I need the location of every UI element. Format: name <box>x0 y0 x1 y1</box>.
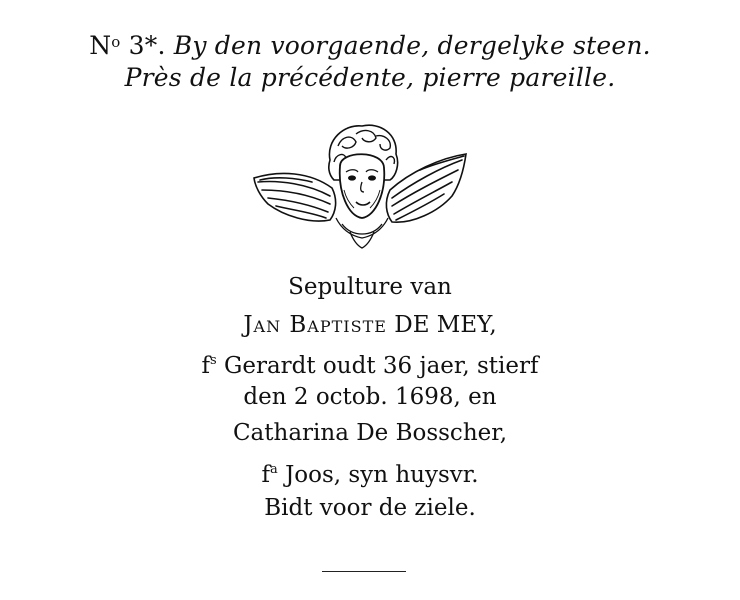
inscription-line-3-abbr: f <box>201 353 210 379</box>
inscription-name-last: DE MEY, <box>394 312 497 338</box>
entry-number-prefix: N <box>89 31 112 60</box>
inscription-line-3-sup: s <box>209 353 217 368</box>
inscription-line-6-abbr: f <box>261 462 270 488</box>
inscription-line-6-sup: a <box>269 462 278 477</box>
winged-cherub-head-icon <box>250 120 470 250</box>
inscription-line-1: Sepulture van <box>288 274 452 300</box>
inscription-line-7: Bidt voor de ziele. <box>264 495 476 521</box>
heading-dutch <box>0 24 740 64</box>
inscription-line-6 <box>0 451 740 494</box>
entry-number-value: 3*. <box>128 31 166 60</box>
inscription-line-5: Catharina De Bosscher, <box>232 420 508 446</box>
section-divider <box>322 571 406 572</box>
inscription-name-first: Jan Baptiste <box>243 312 387 338</box>
heading-french: Près de la précédente, pierre pareille. <box>124 63 616 92</box>
inscription-line-4: den 2 octob. 1698, en <box>243 384 497 410</box>
inscription-line-6-rest: Joos, syn huysvr. <box>285 462 479 488</box>
entry-number-sup: o <box>111 33 121 51</box>
entry-number <box>89 31 165 60</box>
inscription-name <box>0 306 740 344</box>
inscription-line-3-rest: Gerardt oudt 36 jaer, stierf <box>223 353 539 379</box>
heading-dutch-text: By den voorgaende, dergelyke steen. <box>173 31 651 60</box>
